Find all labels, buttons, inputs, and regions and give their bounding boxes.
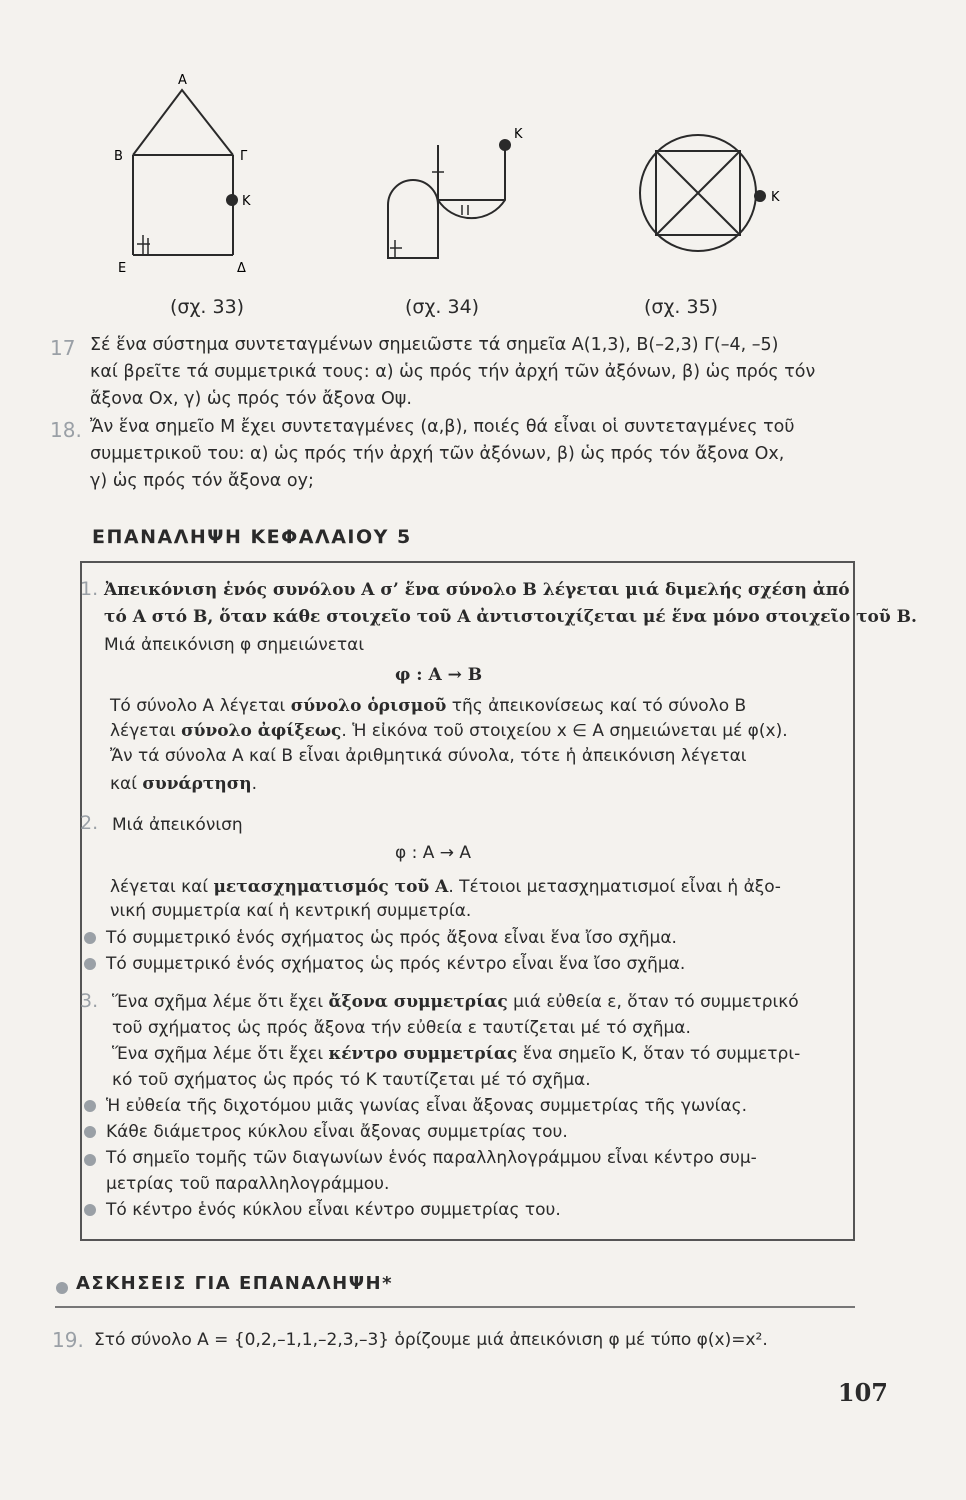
item-1-line3: Μιά ἀπεικόνιση φ σημειώνεται: [104, 635, 365, 655]
label-d: Δ: [237, 261, 246, 276]
item-3-bullet4: Τό κέντρο ἑνός κύκλου εἶναι κέντρο συμμετρίας του.: [106, 1200, 561, 1220]
caption-fig33: (σχ. 33): [170, 296, 245, 318]
bullet-icon: [84, 1126, 96, 1138]
bullet-icon: [84, 1204, 96, 1216]
exercise-17-line: καί βρεῖτε τά συμμετρικά τους: α) ὡς πρός τήν ἀρχή τῶν ἀξόνων, β) ὡς πρός τόν: [90, 362, 816, 382]
figure-35: [640, 135, 756, 251]
item-2-bullet1: Τό συμμετρικό ἑνός σχήματος ὡς πρός ἄξονα εἶναι ἕνα ἴσο σχῆμα.: [106, 928, 677, 948]
item-2-line1: Μιά ἀπεικόνιση: [112, 815, 243, 835]
exercise-18-line: Ἄν ἕνα σημεῖο Μ ἔχει συντεταγμένες (α,β), ποιές θά εἶναι οἱ συντεταγμένες τοῦ: [90, 417, 795, 437]
exercise-17-number: 17: [50, 336, 76, 360]
item-3-line4: κό τοῦ σχήματος ὡς πρός τό Κ ταυτίζεται μέ τό σχῆμα.: [112, 1070, 591, 1090]
bullet-icon: [84, 1154, 96, 1166]
bullet-icon: [84, 932, 96, 944]
item-1-line2: τό Α στό Β, ὅταν κάθε στοιχεῖο τοῦ Α ἀντιστοιχίζεται μέ ἕνα μόνο στοιχεῖο τοῦ Β.: [104, 607, 917, 627]
item-3-bullet1: Ἡ εὐθεία τῆς διχοτόμου μιᾶς γωνίας εἶναι ἄξονας συμμετρίας τῆς γωνίας.: [106, 1096, 748, 1116]
label-b: B: [114, 149, 123, 164]
label-k-33: K: [242, 194, 251, 209]
item-1-line4: Τό σύνολο Α λέγεται σύνολο ὁρισμοῦ τῆς ἀπεικονίσεως καί τό σύνολο Β: [110, 696, 747, 716]
item-3-number: 3.: [80, 990, 99, 1012]
divider: [55, 1306, 855, 1308]
label-g: Γ: [240, 149, 248, 164]
exercise-19: Στό σύνολο Α = {0,2,–1,1,–2,3,–3} ὁρίζουμε μιά ἀπεικόνιση φ μέ τύπο φ(x)=x².: [94, 1330, 768, 1350]
item-1-number: 1.: [80, 578, 99, 600]
exercises-heading: ΑΣΚΗΣΕΙΣ ΓΙΑ ΕΠΑΝΑΛΗΨΗ*: [76, 1273, 394, 1294]
page-number: 107: [837, 1378, 888, 1407]
exercise-18-line: γ) ὡς πρός τόν ἄξονα oy;: [90, 471, 314, 491]
item-3-line2: τοῦ σχήματος ὡς πρός ἄξονα τήν εὐθεία ε ταυτίζεται μέ τό σχῆμα.: [112, 1018, 691, 1038]
item-1-line6: Ἄν τά σύνολα Α καί Β εἶναι ἀριθμητικά σύνολα, τότε ἡ ἀπεικόνιση λέγεται: [110, 746, 747, 766]
point-k-34: [499, 139, 511, 151]
item-2-line2: λέγεται καί μετασχηματισμός τοῦ Α. Τέτοιοι μετασχηματισμοί εἶναι ἡ ἀξο-: [110, 877, 781, 897]
item-1-line5: λέγεται σύνολο ἀφίξεως. Ἡ εἰκόνα τοῦ στοιχείου x ∈ Α σημειώνεται μέ φ(x).: [110, 721, 788, 741]
item-1-line7: καί συνάρτηση.: [110, 774, 258, 794]
item-3-bullet3a: Τό σημεῖο τομῆς τῶν διαγωνίων ἑνός παραλληλογράμμου εἶναι κέντρο συμ-: [106, 1148, 757, 1168]
item-3-line1: Ἕνα σχῆμα λέμε ὅτι ἔχει ἄξονα συμμετρίας μιά εὐθεία ε, ὅταν τό συμμετρικό: [112, 992, 799, 1012]
item-3-bullet3b: μετρίας τοῦ παραλληλογράμμου.: [106, 1174, 390, 1194]
caption-fig35: (σχ. 35): [644, 296, 719, 318]
exercise-19-number: 19.: [52, 1328, 84, 1352]
figure-34: [388, 145, 505, 258]
exercise-17-line: ἄξονα Οx, γ) ὡς πρός τόν ἄξονα Οψ.: [90, 389, 412, 409]
label-k-35: K: [771, 190, 780, 205]
label-e: E: [118, 261, 127, 276]
exercise-18-number: 18.: [50, 418, 82, 442]
bullet-icon: [84, 958, 96, 970]
item-2-line3: νική συμμετρία καί ἡ κεντρική συμμετρία.: [110, 901, 472, 921]
bullet-icon: [56, 1282, 68, 1294]
item-3-line3: Ἕνα σχῆμα λέμε ὅτι ἔχει κέντρο συμμετρίας ἕνα σημεῖο Κ, ὅταν τό συμμετρι-: [112, 1044, 801, 1064]
figure-33: [133, 90, 233, 255]
point-k-33: [226, 194, 238, 206]
label-a: A: [178, 73, 187, 88]
item-1-line1: Ἀπεικόνιση ἑνός συνόλου Α σ’ ἕνα σύνολο Β λέγεται μιά διμελής σχέση ἀπό: [104, 580, 850, 600]
item-2-number: 2.: [80, 812, 99, 834]
formula-a-to-a: φ : Α → Α: [395, 843, 472, 863]
exercise-17: [90, 332, 815, 413]
chapter-heading: ΕΠΑΝΑΛΗΨΗ ΚΕΦΑΛΑΙΟΥ 5: [92, 526, 412, 548]
figures-area: [0, 0, 966, 320]
exercise-17-line: Σέ ἕνα σύστημα συντεταγμένων σημειῶστε τά σημεῖα Α(1,3), Β(–2,3) Γ(–4, –5): [90, 335, 779, 355]
formula-a-to-b: φ : Α → Β: [395, 665, 483, 685]
point-k-35: [754, 190, 766, 202]
item-2-bullet2: Τό συμμετρικό ἑνός σχήματος ὡς πρός κέντρο εἶναι ἕνα ἴσο σχῆμα.: [106, 954, 686, 974]
exercise-18: [90, 414, 794, 495]
item-3-bullet2: Κάθε διάμετρος κύκλου εἶναι ἄξονας συμμετρίας του.: [106, 1122, 568, 1142]
caption-fig34: (σχ. 34): [405, 296, 480, 318]
label-k-34: K: [514, 127, 523, 142]
bullet-icon: [84, 1100, 96, 1112]
exercise-18-line: συμμετρικοῦ του: α) ὡς πρός τήν ἀρχή τῶν ἀξόνων, β) ὡς πρός τόν ἄξονα Οx,: [90, 444, 785, 464]
